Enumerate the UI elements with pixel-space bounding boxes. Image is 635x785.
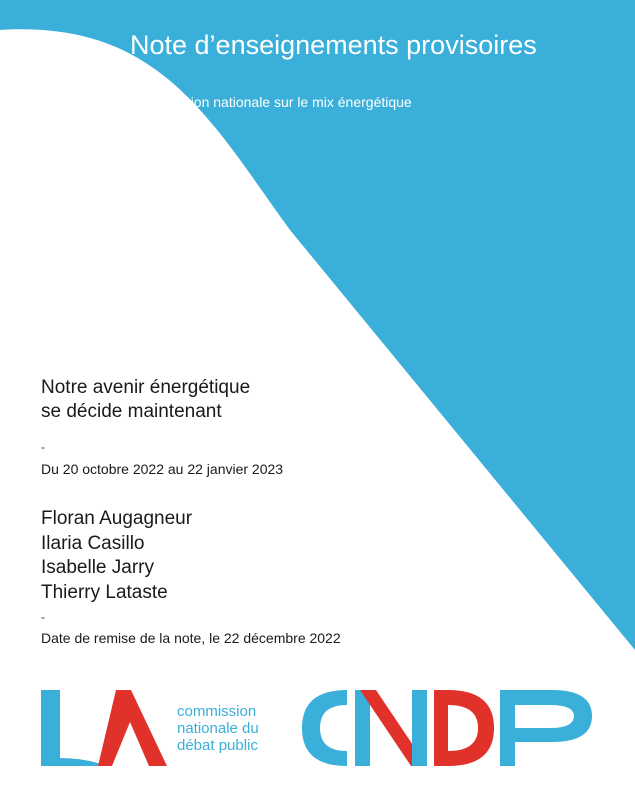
author-name: Thierry Lataste xyxy=(41,581,168,603)
separator-dash: - xyxy=(41,610,45,624)
title-divider xyxy=(131,80,145,81)
headline-line-1: Notre avenir énergétique xyxy=(41,377,251,398)
organization-name xyxy=(177,703,259,754)
delivery-date: Date de remise de la note, le 22 décembre 2022 xyxy=(41,630,341,646)
concertation-dates: Du 20 octobre 2022 au 22 janvier 2023 xyxy=(41,461,284,477)
document-subtitle: Concertation nationale sur le mix énergétique xyxy=(130,94,412,110)
separator-dash: - xyxy=(41,440,45,454)
document-title: Note d’enseignements provisoires xyxy=(130,30,537,60)
headline xyxy=(41,376,250,424)
author-name: Ilaria Casillo xyxy=(41,532,145,554)
author-name: Isabelle Jarry xyxy=(41,557,154,578)
headline-line-2: se décide maintenant xyxy=(41,401,222,422)
cndp-logo xyxy=(38,686,598,772)
author-name: Floran Augagneur xyxy=(41,508,193,529)
organization-name-line: débat public xyxy=(177,737,258,754)
organization-name-line: nationale du xyxy=(177,720,259,737)
organization-name-line: commission xyxy=(177,703,257,720)
author-list xyxy=(41,507,192,605)
